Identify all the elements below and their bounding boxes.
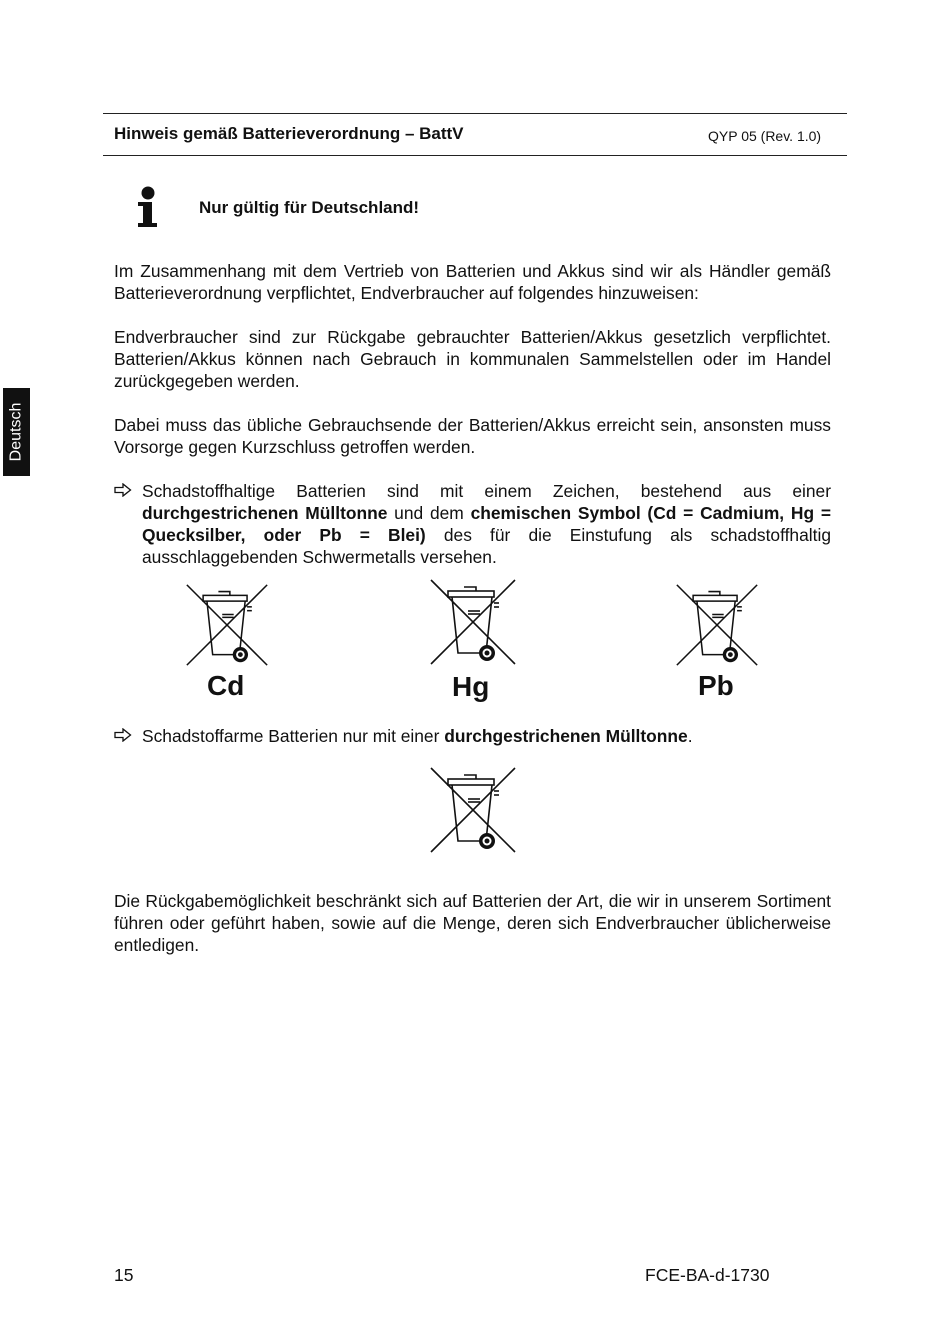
bullet-emphasis: chemischen Symbol (Cd = Cadmium, Hg = Quecksilber, oder Pb = Blei) xyxy=(142,503,831,545)
header-top-rule xyxy=(103,113,847,114)
bullet-text: Schadstoffhaltige Batterien sind mit einem Zeichen, bestehend aus einer xyxy=(142,481,831,501)
document-revision: QYP 05 (Rev. 1.0) xyxy=(708,128,822,144)
paragraph-return-obligation: Endverbraucher sind zur Rückgabe gebrauchter Batterien/Akkus gesetzlich verpflichtet. Batterien/Akkus können nach Gebrauch in kommunalen Sammelstellen oder im Handel zurückgegeben werden. xyxy=(114,327,831,391)
bullet-text: des für die Einstufung als schadstoffhaltig ausschlaggebenden Schwermetalls versehen. xyxy=(142,525,831,567)
bullet-emphasis: durchgestrichenen Mülltonne xyxy=(142,503,388,523)
paragraph-intro: Im Zusammenhang mit dem Vertrieb von Batterien und Akkus sind wir als Händler gemäß Batterieverordnung verpflichtet, Endverbraucher auf folgendes hinzuweisen: xyxy=(114,261,831,303)
language-tab-label: Deutsch xyxy=(7,402,25,462)
arrow-bullet-icon xyxy=(114,728,132,742)
document-code: FCE-BA-d-1730 xyxy=(645,1265,770,1285)
bullet-hazardous-batteries xyxy=(142,480,831,568)
bullet-low-pollutant-batteries xyxy=(142,725,831,747)
paragraph-end-of-use: Dabei muss das übliche Gebrauchsende der Batterien/Akkus erreicht sein, ansonsten muss Vorsorge gegen Kurzschluss getroffen werden. xyxy=(114,415,831,457)
crossed-bin-icon xyxy=(182,582,272,668)
header-bottom-rule xyxy=(103,155,847,156)
info-icon xyxy=(134,186,162,228)
crossed-bin-icon xyxy=(672,582,762,668)
symbol-mercury: Hg xyxy=(452,671,490,702)
bullet-emphasis: durchgestrichenen Mülltonne xyxy=(444,726,688,746)
bullet-text: . xyxy=(687,726,693,746)
symbol-cadmium: Cd xyxy=(207,670,245,701)
paragraph-return-scope: Die Rückgabemöglichkeit beschränkt sich auf Batterien der Art, die wir in unserem Sortiment führen oder geführt haben, sowie auf die Menge, deren sich Endverbraucher üblicherweise entledigen. xyxy=(114,891,831,955)
page-number: 15 xyxy=(114,1265,134,1285)
info-note: Nur gültig für Deutschland! xyxy=(199,198,420,217)
arrow-bullet-icon xyxy=(114,483,132,497)
language-tab[interactable] xyxy=(3,388,30,476)
page-title: Hinweis gemäß Batterieverordnung – BattV xyxy=(114,124,464,143)
bullet-text: Schadstoffarme Batterien nur mit einer xyxy=(142,726,445,746)
symbol-lead: Pb xyxy=(698,670,734,701)
crossed-bin-icon xyxy=(428,577,518,667)
crossed-bin-icon xyxy=(428,765,518,855)
bullet-text: und dem xyxy=(387,503,471,523)
